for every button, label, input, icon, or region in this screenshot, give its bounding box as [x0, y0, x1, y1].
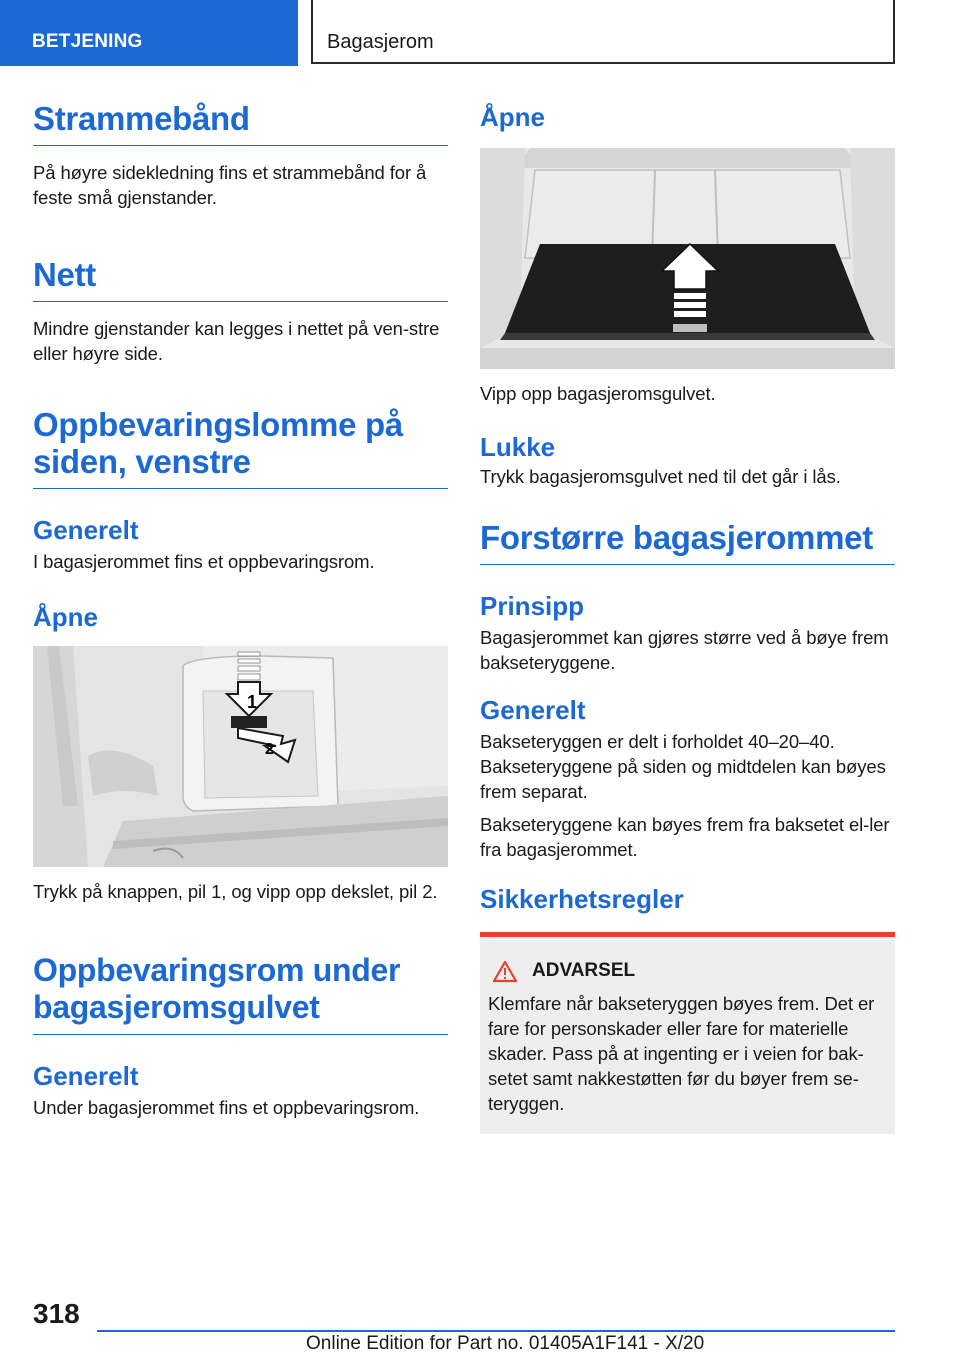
text-generelt-lomme: I bagasjerommet fins et oppbevaringsrom.	[33, 551, 375, 572]
chapter-title: Bagasjerom	[311, 0, 895, 64]
text-prinsipp: Bagasjerommet kan gjøres større ved å bøye frem bakseteryggene.	[480, 627, 889, 673]
text-generelt-1: Bakseteryggen er delt i forholdet 40–20–40. Bakseteryggene på siden og midtdelen kan bøyes frem separat.	[480, 731, 886, 802]
subheading-aapne-gulv: Åpne	[480, 102, 545, 132]
heading-forstorre: Forstørre bagasjerommet	[480, 519, 895, 565]
text-generelt-rom: Under bagasjerommet fins et oppbevaringsrom.	[33, 1097, 420, 1118]
subheading-generelt-bak: Generelt	[480, 695, 586, 725]
warning-title: ADVARSEL	[532, 960, 636, 981]
page-number: 318	[33, 1298, 80, 1329]
subheading-lukke: Lukke	[480, 432, 556, 462]
label-2: 2	[265, 741, 274, 758]
right-column	[480, 100, 895, 1134]
heading-oppbevaringslomme: Oppbevaringslomme på siden, venstre	[33, 406, 448, 489]
footer-edition: Online Edition for Part no. 01405A1F141 - X/20	[306, 1333, 705, 1354]
heading-oppbevaringsrom: Oppbevaringsrom under bagasjeromsgulvet	[33, 952, 448, 1035]
warning-triangle-icon	[492, 960, 518, 983]
page-header	[0, 0, 960, 66]
warning-box	[480, 932, 895, 1134]
figure-cargo-floor	[480, 148, 895, 369]
figure-storage-compartment	[33, 646, 448, 867]
subheading-prinsipp: Prinsipp	[480, 591, 585, 621]
section-tab: BETJENING	[0, 0, 298, 66]
heading-nett: Nett	[33, 256, 448, 302]
subheading-aapne-lomme: Åpne	[33, 602, 98, 632]
warning-text: Klemfare når bakseteryggen bøyes frem. Det er fare for personskader eller fare for materielle skader. Pass på at ingenting er i veien for bak-setet samt nakkestøtten før du bøyer frem se-teryggen.	[488, 993, 875, 1114]
text-aapne-lomme: Trykk på knappen, pil 1, og vipp opp dekslet, pil 2.	[33, 881, 438, 902]
subheading-generelt-lomme: Generelt	[33, 515, 139, 545]
text-strammebaand: På høyre sidekledning fins et strammebånd for å feste små gjenstander.	[33, 162, 427, 208]
text-generelt-2: Bakseteryggene kan bøyes frem fra baksetet el-ler fra bagasjerommet.	[480, 814, 890, 860]
heading-strammebaand: Strammebånd	[33, 100, 448, 146]
subheading-sikkerhet: Sikkerhetsregler	[480, 884, 684, 914]
label-1: 1	[247, 692, 258, 712]
text-lukke: Trykk bagasjeromsgulvet ned til det går i lås.	[480, 466, 841, 487]
subheading-generelt-rom: Generelt	[33, 1061, 139, 1091]
footer-rule	[97, 1330, 895, 1332]
left-column	[33, 100, 448, 1128]
text-aapne-gulv: Vipp opp bagasjeromsgulvet.	[480, 383, 716, 404]
text-nett: Mindre gjenstander kan legges i nettet på ven-stre eller høyre side.	[33, 318, 440, 364]
